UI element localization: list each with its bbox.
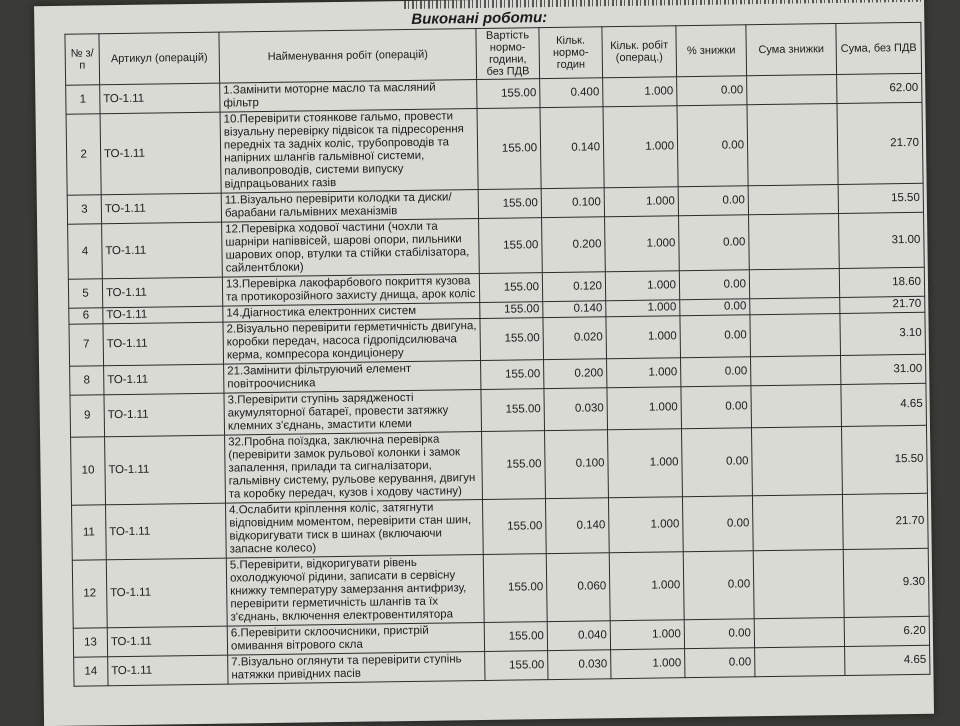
row-number: 5 <box>68 279 102 308</box>
row-number: 9 <box>70 395 105 437</box>
row-qty: 1.000 <box>608 429 683 498</box>
row-hours: 0.140 <box>543 301 606 318</box>
row-qty: 1.000 <box>610 620 684 650</box>
row-qty: 1.000 <box>609 552 684 621</box>
row-article: ТО-1.11 <box>106 558 227 628</box>
row-article: ТО-1.11 <box>100 83 220 114</box>
document-page <box>34 0 934 726</box>
row-number: 10 <box>71 437 106 505</box>
row-number: 3 <box>67 195 101 224</box>
row-number: 14 <box>74 657 108 686</box>
table-row <box>72 548 929 628</box>
row-price: 155.00 <box>481 360 544 390</box>
row-discount-sum <box>749 214 840 270</box>
row-work-name: 12.Перевірка ходової частини (чохли та шарніри напіввісей, шарові опори, пильники шарових опор, втулки та стійки стабілізатора, сайлентблоки) <box>222 219 480 278</box>
row-total: 21.70 <box>837 102 923 184</box>
row-discount-sum <box>750 297 840 314</box>
row-article: ТО-1.11 <box>104 393 225 437</box>
row-total: 9.30 <box>843 548 929 617</box>
works-table-body <box>66 73 930 686</box>
row-price: 155.00 <box>482 431 546 500</box>
row-discount-sum <box>747 75 837 105</box>
row-total: 4.65 <box>841 383 927 426</box>
row-work-name: 32.Пробна поїздка, заключна перевірка (перевірити замок рульової колонки і замок запалення, прилади та сигналізатори, гальмівну систему, рульове керування, двигун та коробку передач, кузов і ходову частину) <box>225 432 483 504</box>
section-title: Виконані роботи: <box>411 9 548 28</box>
row-discount-sum <box>748 185 838 215</box>
row-qty: 1.000 <box>605 271 679 301</box>
row-price: 155.00 <box>478 189 541 219</box>
col-header-article: Артикул (операцій) <box>99 32 220 85</box>
row-discount-pct: 0.00 <box>679 270 749 300</box>
row-article: ТО-1.11 <box>108 655 228 686</box>
row-number: 1 <box>66 85 100 114</box>
row-hours: 0.030 <box>548 650 611 680</box>
row-number: 8 <box>70 366 104 395</box>
row-article: ТО-1.11 <box>107 626 227 657</box>
row-price: 155.00 <box>485 651 548 681</box>
row-price: 155.00 <box>484 622 547 652</box>
row-article: ТО-1.11 <box>100 112 221 195</box>
row-work-name: 5.Перевірити, відкоригувати рівень охолоджуючої рідини, записати в сервісну книжку температуру замерзання антифризу, перевірити герметичність шлангів та їх з'єднань, включення електровентилятора <box>226 554 484 626</box>
col-header-qty: Кільк. робіт (операц.) <box>602 26 677 78</box>
row-discount-sum <box>747 104 838 186</box>
row-total: 21.70 <box>842 493 928 549</box>
row-hours: 0.030 <box>544 388 608 431</box>
row-total: 15.50 <box>838 183 923 213</box>
row-article: ТО-1.11 <box>106 503 227 560</box>
col-header-price: Вартість нормо-години, без ПДВ <box>476 28 540 80</box>
row-hours: 0.020 <box>543 317 607 360</box>
row-work-name: 10.Перевірити стоянкове гальмо, провести візуальну перевірку підвісок та підресорення передніх та задніх коліс, трубопроводів та напірних шлангів гальмівної системи, паливопроводів, системи випуску відпрацьованих газів <box>220 109 478 194</box>
row-hours: 0.200 <box>542 217 606 273</box>
row-total: 3.10 <box>840 312 926 355</box>
col-header-discount-sum: Сума знижки <box>746 24 837 76</box>
row-work-name: 21.Замінити фільтруючий елемент повітроочисника <box>224 361 481 394</box>
row-discount-pct: 0.00 <box>684 619 754 649</box>
row-total: 62.00 <box>837 73 922 103</box>
row-total: 15.50 <box>841 425 927 494</box>
row-discount-pct: 0.00 <box>679 215 750 271</box>
row-article: ТО-1.11 <box>101 193 221 224</box>
table-row <box>66 102 923 195</box>
row-price: 155.00 <box>483 554 547 623</box>
row-article: ТО-1.11 <box>104 364 224 395</box>
row-discount-sum <box>751 384 842 427</box>
col-header-name: Найменування робіт (операцій) <box>219 29 477 84</box>
row-discount-pct: 0.00 <box>681 386 752 429</box>
row-hours: 0.100 <box>541 188 604 218</box>
row-price: 155.00 <box>480 302 543 319</box>
row-total: 31.00 <box>839 212 925 268</box>
row-hours: 0.060 <box>546 553 610 622</box>
row-hours: 0.100 <box>545 430 609 499</box>
row-price: 155.00 <box>479 218 543 274</box>
row-discount-sum <box>750 313 841 356</box>
row-work-name: 2.Візуально перевірити герметичність двигуна, коробки передач, насоса гідропідсилювача керма, компресора кондиціонеру <box>223 319 481 365</box>
row-discount-sum <box>752 494 843 550</box>
table-row <box>71 425 928 505</box>
row-discount-pct: 0.00 <box>680 315 751 358</box>
row-total: 4.65 <box>845 645 930 675</box>
row-hours: 0.120 <box>542 272 605 302</box>
row-hours: 0.200 <box>544 359 607 389</box>
row-discount-sum <box>751 355 841 385</box>
row-number: 11 <box>72 505 107 560</box>
row-discount-sum <box>754 617 844 647</box>
row-discount-sum <box>749 268 839 298</box>
row-work-name: 1.Замінити моторне масло та масляний фільтр <box>220 80 477 113</box>
row-number: 4 <box>68 224 103 279</box>
row-hours: 0.400 <box>540 78 603 108</box>
row-work-name: 14.Діагностика електронних систем <box>223 303 480 323</box>
row-article: ТО-1.11 <box>102 222 223 279</box>
row-qty: 1.000 <box>604 187 678 217</box>
col-header-no: № з/п <box>65 34 100 85</box>
row-qty: 1.000 <box>606 300 680 317</box>
row-qty: 1.000 <box>611 649 685 679</box>
row-article: ТО-1.11 <box>105 435 226 505</box>
row-article: ТО-1.11 <box>102 277 222 308</box>
row-discount-pct: 0.00 <box>683 551 754 620</box>
row-work-name: 11.Візуально перевірити колодки та диски/барабани гальмівних механізмів <box>221 190 478 223</box>
row-qty: 1.000 <box>608 497 683 553</box>
row-work-name: 6.Перевірити склоочисники, пристрій омивання вітрового скла <box>227 622 484 655</box>
row-number: 12 <box>72 560 107 628</box>
row-discount-pct: 0.00 <box>678 186 748 216</box>
row-hours: 0.140 <box>545 498 609 554</box>
row-number: 2 <box>66 114 101 195</box>
row-work-name: 4.Ослабити кріплення коліс, затягнути відповідним моментом, перевірити стан шин, відкоригувати тиск в шинах (включаючи запасне колесо) <box>225 500 483 559</box>
row-discount-sum <box>755 646 845 676</box>
row-qty: 1.000 <box>607 387 682 430</box>
row-discount-pct: 0.00 <box>677 76 747 106</box>
row-price: 155.00 <box>479 273 542 303</box>
row-discount-pct: 0.00 <box>677 105 748 187</box>
row-total: 21.70 <box>840 296 925 313</box>
col-header-discount-pct: % знижки <box>676 25 747 77</box>
row-qty: 1.000 <box>603 77 677 107</box>
row-discount-pct: 0.00 <box>681 357 751 387</box>
row-discount-pct: 0.00 <box>680 299 750 316</box>
row-number: 13 <box>73 628 107 657</box>
row-work-name: 3.Перевірити ступінь зарядженості акумуляторної батареї, провести затяжку клемних з'єднань, змастити клеми <box>224 390 482 436</box>
row-hours: 0.140 <box>540 107 604 189</box>
row-discount-sum <box>751 426 842 495</box>
row-qty: 1.000 <box>606 316 681 359</box>
row-discount-sum <box>753 549 844 618</box>
col-header-hours: Кільк. нормо-годин <box>539 27 603 79</box>
row-total: 31.00 <box>840 354 925 384</box>
row-discount-pct: 0.00 <box>685 648 755 678</box>
row-article: ТО-1.11 <box>103 306 223 324</box>
row-total: 18.60 <box>839 267 924 297</box>
row-qty: 1.000 <box>605 216 680 272</box>
row-number: 6 <box>69 308 103 324</box>
row-discount-pct: 0.00 <box>682 428 753 497</box>
works-table <box>64 22 930 687</box>
row-article: ТО-1.11 <box>103 322 224 366</box>
row-price: 155.00 <box>480 318 544 361</box>
row-work-name: 7.Візуально оглянути та перевірити ступінь натяжки привідних пасів <box>228 651 485 684</box>
row-hours: 0.040 <box>547 621 610 651</box>
col-header-total: Сума, без ПДВ <box>836 22 922 74</box>
row-price: 155.00 <box>482 499 546 555</box>
row-total: 6.20 <box>844 616 929 646</box>
row-price: 155.00 <box>477 108 541 190</box>
row-number: 7 <box>69 324 104 366</box>
row-price: 155.00 <box>477 79 540 109</box>
row-price: 155.00 <box>481 389 545 432</box>
row-discount-pct: 0.00 <box>682 496 753 552</box>
row-qty: 1.000 <box>603 106 678 188</box>
row-work-name: 13.Перевірка лакофарбового покриття кузова та протикорозійного захисту днища, арок коліс <box>222 274 479 307</box>
row-qty: 1.000 <box>607 358 681 388</box>
